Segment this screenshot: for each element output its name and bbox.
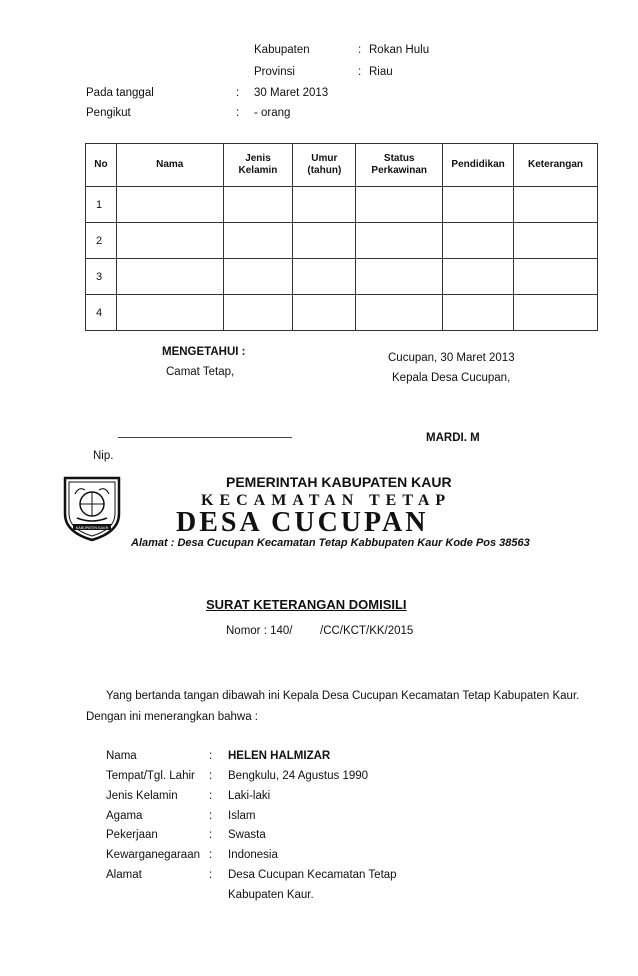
letter-number-label: Nomor : 140/ <box>226 625 293 637</box>
field-value-alamat-2: Kabupaten Kaur. <box>228 889 314 901</box>
row-number: 4 <box>86 295 117 331</box>
row-number: 3 <box>86 259 117 295</box>
camat-label: Camat Tetap, <box>166 366 235 378</box>
field-colon: : <box>209 790 213 802</box>
field-label: Pekerjaan <box>106 829 158 841</box>
kabupaten-colon: : <box>358 44 362 56</box>
row-number: 1 <box>86 187 117 223</box>
header-jenis-kelamin: Jenis Kelamin <box>223 144 293 187</box>
field-label: Alamat <box>106 869 142 881</box>
kepala-desa-label: Kepala Desa Cucupan, <box>392 372 511 384</box>
letter-intro-2: Dengan ini menerangkan bahwa : <box>86 711 258 723</box>
header-keterangan: Keterangan <box>514 144 598 187</box>
letter-intro: Yang bertanda tangan dibawah ini Kepala Desa Cucupan Kecamatan Tetap Kabupaten Kaur. <box>106 690 580 702</box>
letterhead-desa: DESA CUCUPAN <box>176 507 429 538</box>
letter-number-suffix: /CC/KCT/KK/2015 <box>320 625 414 637</box>
field-colon: : <box>209 770 213 782</box>
header-no: No <box>86 144 117 187</box>
provinsi-label: Provinsi <box>254 66 295 78</box>
provinsi-value: Riau <box>369 66 393 78</box>
tanggal-value: 30 Maret 2013 <box>254 87 329 99</box>
kabupaten-kaur-logo <box>59 474 125 542</box>
field-value: Swasta <box>228 829 266 841</box>
pengikut-value: - orang <box>254 107 291 119</box>
field-label: Nama <box>106 750 137 762</box>
kabupaten-value: Rokan Hulu <box>369 44 430 56</box>
table-row <box>86 223 598 259</box>
kabupaten-label: Kabupaten <box>254 44 310 56</box>
field-label: Tempat/Tgl. Lahir <box>106 770 195 782</box>
letterhead-pemerintah: PEMERINTAH KABUPATEN KAUR <box>226 474 452 490</box>
header-pendidikan: Pendidikan <box>443 144 514 187</box>
field-value: Bengkulu, 24 Agustus 1990 <box>228 770 369 782</box>
place-date: Cucupan, 30 Maret 2013 <box>388 352 515 364</box>
field-colon: : <box>209 829 213 841</box>
tanggal-colon: : <box>236 87 240 99</box>
field-colon: : <box>209 810 213 822</box>
field-colon: : <box>209 869 213 881</box>
field-value: Desa Cucupan Kecamatan Tetap <box>228 869 397 881</box>
field-colon: : <box>209 849 213 861</box>
field-colon: : <box>209 750 213 762</box>
table-header-row <box>86 144 598 187</box>
header-nama: Nama <box>116 144 223 187</box>
pengikut-colon: : <box>236 107 240 119</box>
table-row <box>86 187 598 223</box>
kepala-desa-name: MARDI. M <box>426 432 480 444</box>
header-umur: Umur (tahun) <box>293 144 356 187</box>
field-value: Laki-laki <box>228 790 271 802</box>
header-status: Status Perkawinan <box>356 144 443 187</box>
mengetahui-label: MENGETAHUI : <box>162 346 246 358</box>
letterhead-address: Alamat : Desa Cucupan Kecamatan Tetap Kabbupaten Kaur Kode Pos 38563 <box>131 537 530 549</box>
row-number: 2 <box>86 223 117 259</box>
field-label: Kewarganegaraan <box>106 849 200 861</box>
field-label: Agama <box>106 810 143 822</box>
logo-text: KABUPATEN KAUR <box>75 526 109 530</box>
field-label: Jenis Kelamin <box>106 790 178 802</box>
pengikut-label: Pengikut <box>86 107 131 119</box>
tanggal-label: Pada tanggal <box>86 87 154 99</box>
field-value: Islam <box>228 810 256 822</box>
nip-label: Nip. <box>93 450 114 462</box>
field-value-nama: HELEN HALMIZAR <box>228 750 331 762</box>
table-row <box>86 259 598 295</box>
signature-line <box>118 437 292 438</box>
table-row <box>86 295 598 331</box>
field-value: Indonesia <box>228 849 278 861</box>
letter-title: SURAT KETERANGAN DOMISILI <box>206 597 407 612</box>
letterhead-kecamatan: KECAMATAN TETAP <box>201 492 452 509</box>
provinsi-colon: : <box>358 66 362 78</box>
pengikut-table <box>85 143 598 331</box>
